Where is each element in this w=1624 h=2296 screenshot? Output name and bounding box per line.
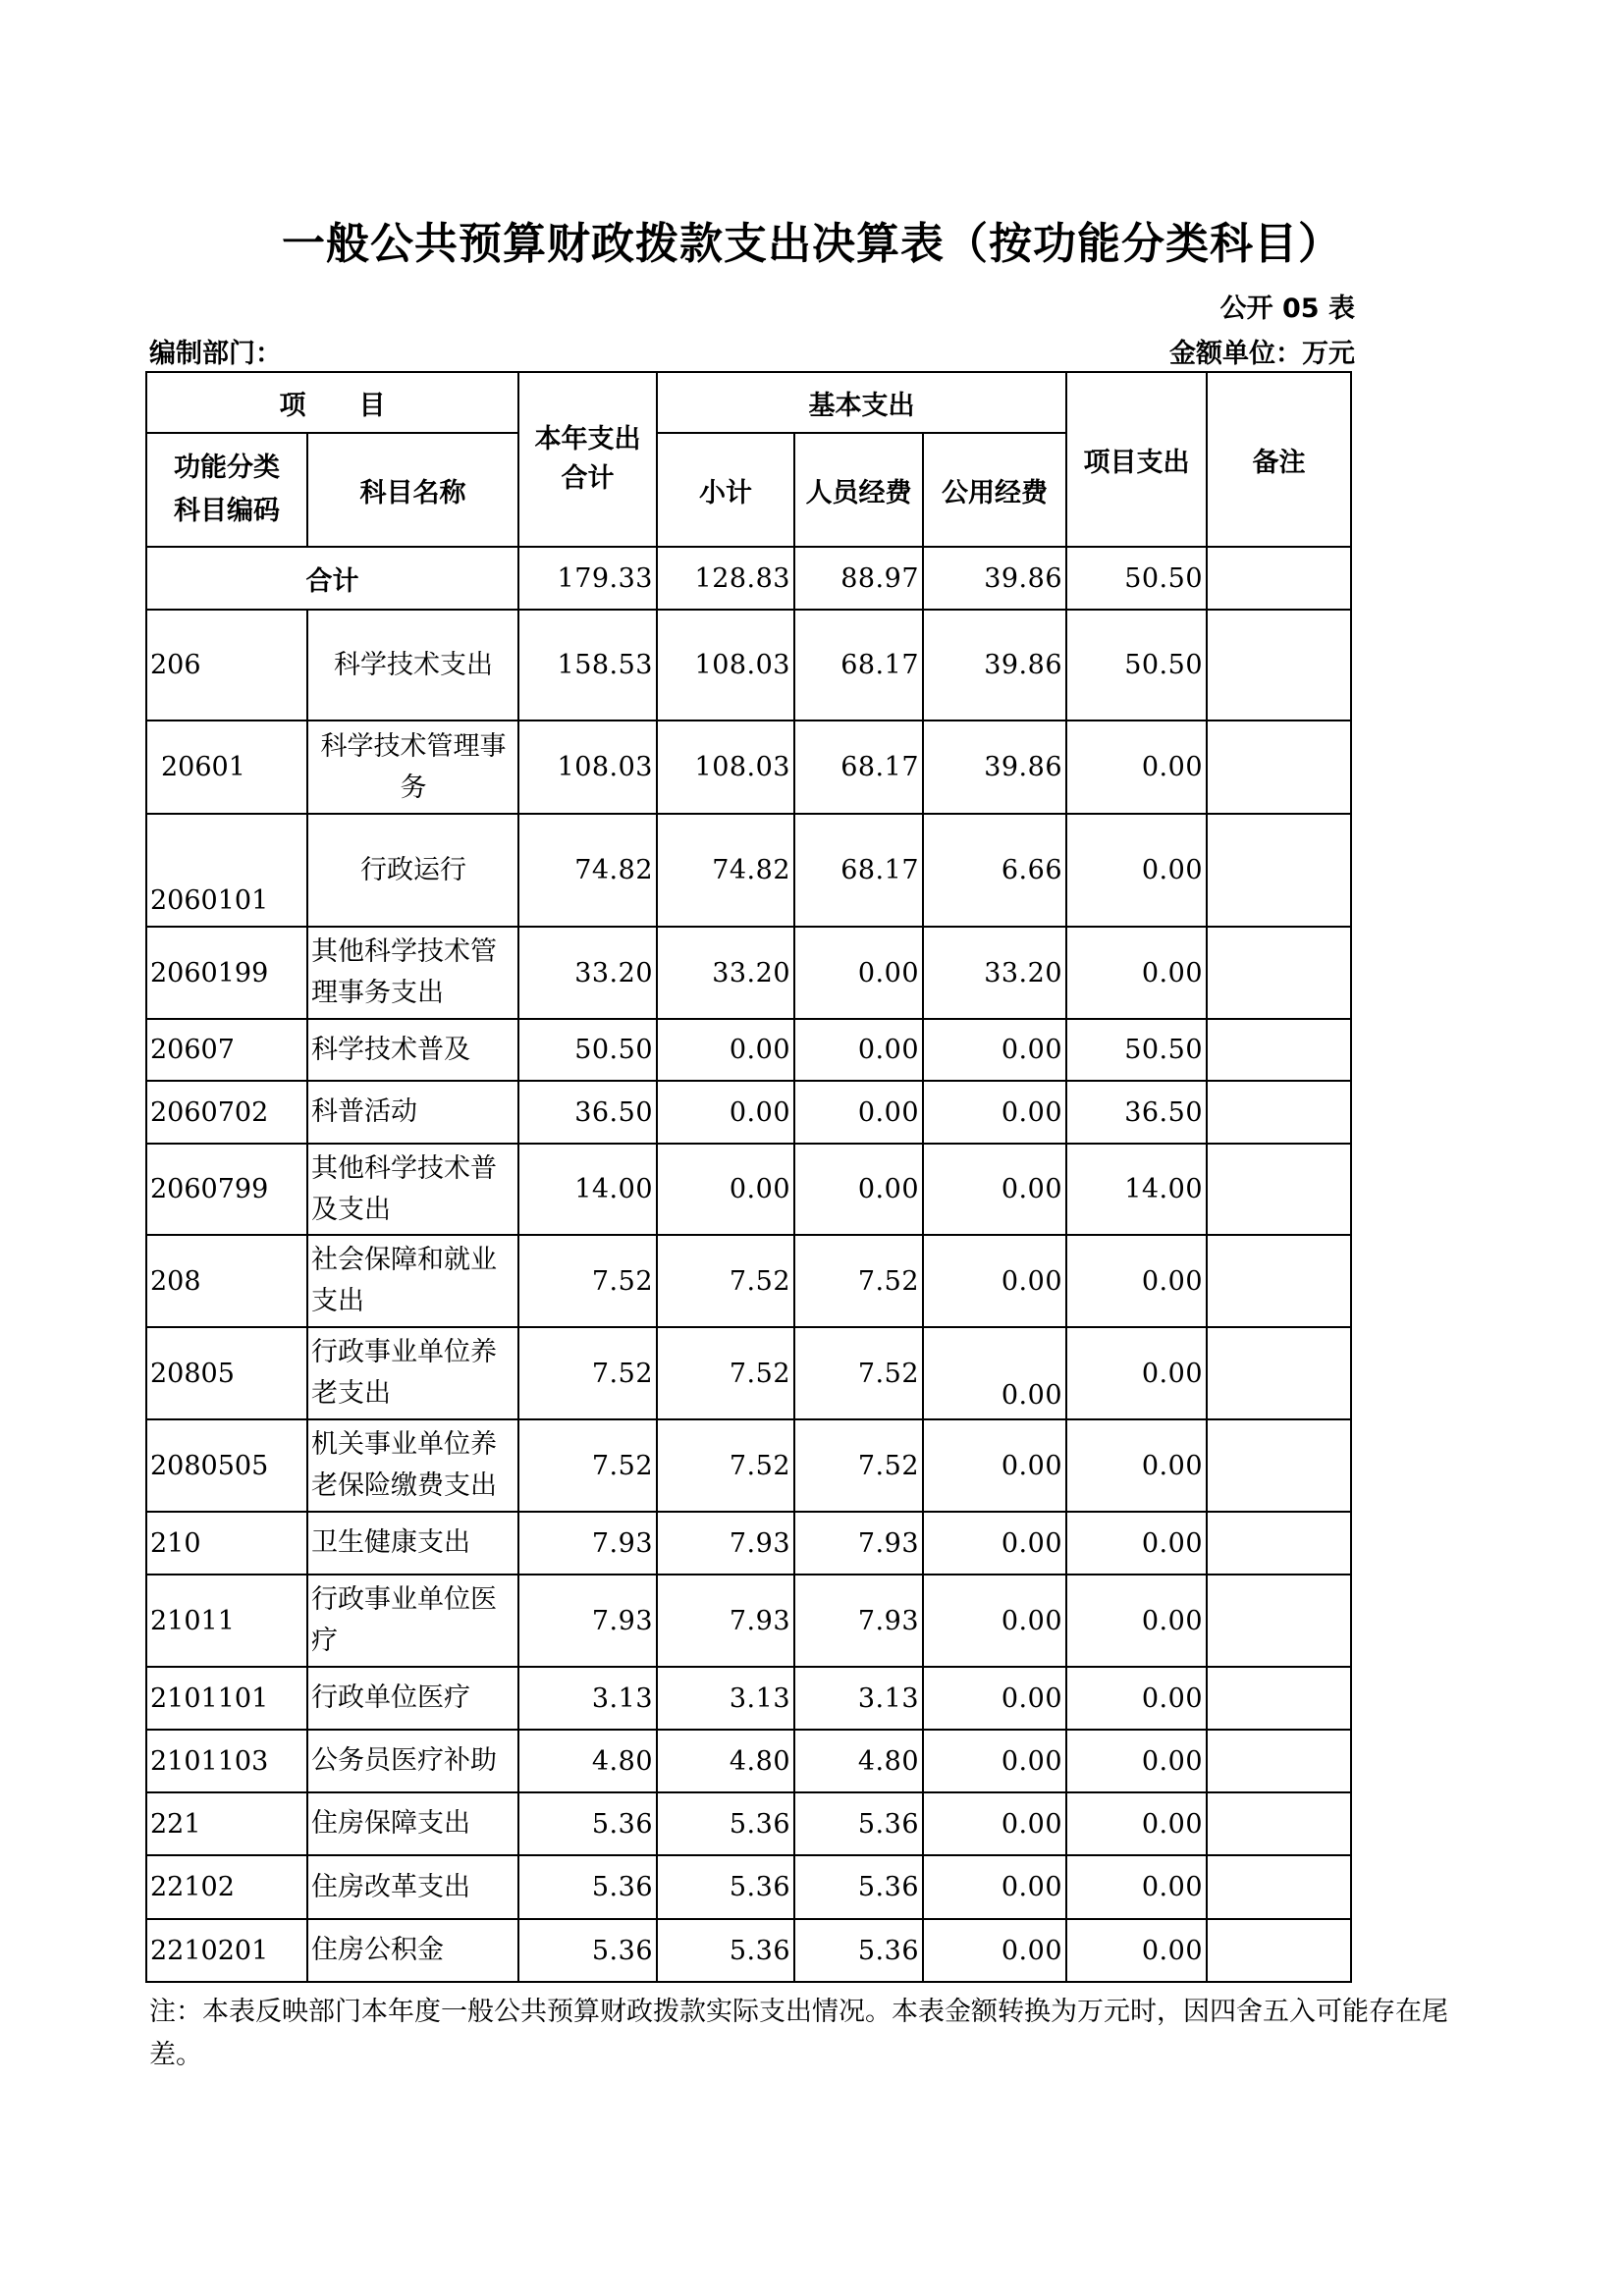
row-code: 2080505 xyxy=(146,1419,307,1512)
row-personnel: 5.36 xyxy=(794,1855,923,1919)
total-year-total: 179.33 xyxy=(518,547,657,610)
total-row xyxy=(146,547,1351,610)
row-name: 科普活动 xyxy=(307,1081,518,1144)
row-code: 2101101 xyxy=(146,1667,307,1730)
row-project: 50.50 xyxy=(1066,1019,1207,1081)
row-project: 36.50 xyxy=(1066,1081,1207,1144)
row-public: 0.00 xyxy=(923,1575,1066,1667)
row-code: 21011 xyxy=(146,1575,307,1667)
row-remark xyxy=(1207,1575,1351,1667)
row-remark xyxy=(1207,927,1351,1019)
row-name: 住房改革支出 xyxy=(307,1855,518,1919)
row-total: 7.52 xyxy=(518,1419,657,1512)
row-project: 0.00 xyxy=(1066,1919,1207,1982)
row-personnel: 5.36 xyxy=(794,1792,923,1855)
row-code: 2210201 xyxy=(146,1919,307,1982)
row-remark xyxy=(1207,1019,1351,1081)
row-public: 39.86 xyxy=(923,721,1066,814)
row-remark xyxy=(1207,1327,1351,1419)
row-name: 住房保障支出 xyxy=(307,1792,518,1855)
row-public: 0.00 xyxy=(923,1419,1066,1512)
row-personnel: 7.52 xyxy=(794,1327,923,1419)
table-row xyxy=(146,721,1351,814)
table-row xyxy=(146,1575,1351,1667)
row-project: 0.00 xyxy=(1066,1327,1207,1419)
table-row xyxy=(146,1081,1351,1144)
row-code: 2060101 xyxy=(146,814,307,927)
footnote: 注：本表反映部门本年度一般公共预算财政拨款实际支出情况。本表金额转换为万元时，因四舍五入可能存在尾差。 xyxy=(149,1997,1448,2070)
row-remark xyxy=(1207,1419,1351,1512)
row-subtotal: 3.13 xyxy=(657,1667,794,1730)
row-public: 0.00 xyxy=(923,1019,1066,1081)
row-public: 33.20 xyxy=(923,927,1066,1019)
row-project: 0.00 xyxy=(1066,1667,1207,1730)
row-code: 20607 xyxy=(146,1019,307,1081)
page-title: 一般公共预算财政拨款支出决算表（按功能分类科目） xyxy=(282,219,1342,269)
table-row xyxy=(146,1019,1351,1081)
row-subtotal: 5.36 xyxy=(657,1792,794,1855)
row-subtotal: 7.52 xyxy=(657,1235,794,1327)
row-public: 0.00 xyxy=(923,1144,1066,1235)
row-name: 行政运行 xyxy=(307,814,518,927)
row-name: 机关事业单位养老保险缴费支出 xyxy=(307,1419,518,1512)
table-row xyxy=(146,1512,1351,1575)
row-project: 14.00 xyxy=(1066,1144,1207,1235)
row-code: 2060199 xyxy=(146,927,307,1019)
row-project: 50.50 xyxy=(1066,610,1207,721)
row-subtotal: 4.80 xyxy=(657,1730,794,1792)
row-public: 0.00 xyxy=(923,1512,1066,1575)
row-subtotal: 108.03 xyxy=(657,610,794,721)
header-remark: 备注 xyxy=(1207,372,1351,547)
row-total: 3.13 xyxy=(518,1667,657,1730)
row-subtotal: 33.20 xyxy=(657,927,794,1019)
total-personnel: 88.97 xyxy=(794,547,923,610)
row-project: 0.00 xyxy=(1066,1792,1207,1855)
row-total: 74.82 xyxy=(518,814,657,927)
row-personnel: 0.00 xyxy=(794,1019,923,1081)
row-remark xyxy=(1207,1667,1351,1730)
row-name: 其他科学技术普及支出 xyxy=(307,1144,518,1235)
row-total: 7.93 xyxy=(518,1575,657,1667)
row-code: 22102 xyxy=(146,1855,307,1919)
table-row xyxy=(146,1855,1351,1919)
table-row xyxy=(146,1919,1351,1982)
header-public: 公用经费 xyxy=(923,433,1066,547)
row-remark xyxy=(1207,721,1351,814)
row-project: 0.00 xyxy=(1066,1855,1207,1919)
header-subject-name: 科目名称 xyxy=(307,433,518,547)
row-personnel: 7.52 xyxy=(794,1235,923,1327)
row-personnel: 68.17 xyxy=(794,721,923,814)
header-project: 项目支出 xyxy=(1066,372,1207,547)
row-name: 卫生健康支出 xyxy=(307,1512,518,1575)
row-remark xyxy=(1207,1081,1351,1144)
row-name: 行政单位医疗 xyxy=(307,1667,518,1730)
row-remark xyxy=(1207,1855,1351,1919)
table-row xyxy=(146,1327,1351,1419)
row-public: 0.00 xyxy=(923,1667,1066,1730)
table-row xyxy=(146,1144,1351,1235)
row-project: 0.00 xyxy=(1066,1419,1207,1512)
row-subtotal: 0.00 xyxy=(657,1144,794,1235)
row-personnel: 5.36 xyxy=(794,1919,923,1982)
header-year-total: 本年支出合计 xyxy=(518,372,657,547)
row-name: 社会保障和就业支出 xyxy=(307,1235,518,1327)
header-item: 项 目 xyxy=(146,372,518,433)
row-public: 0.00 xyxy=(923,1919,1066,1982)
table-row xyxy=(146,1667,1351,1730)
row-project: 0.00 xyxy=(1066,1235,1207,1327)
row-subtotal: 7.93 xyxy=(657,1512,794,1575)
row-name: 行政事业单位医疗 xyxy=(307,1575,518,1667)
header-subtotal: 小计 xyxy=(657,433,794,547)
row-code: 20805 xyxy=(146,1327,307,1419)
row-subtotal: 7.52 xyxy=(657,1419,794,1512)
row-total: 5.36 xyxy=(518,1919,657,1982)
row-code: 20601 xyxy=(146,721,307,814)
row-total: 36.50 xyxy=(518,1081,657,1144)
total-remark xyxy=(1207,547,1351,610)
row-code: 206 xyxy=(146,610,307,721)
row-public: 6.66 xyxy=(923,814,1066,927)
row-subtotal: 7.52 xyxy=(657,1327,794,1419)
row-subtotal: 74.82 xyxy=(657,814,794,927)
row-total: 5.36 xyxy=(518,1792,657,1855)
total-public: 39.86 xyxy=(923,547,1066,610)
total-label: 合计 xyxy=(146,547,518,610)
header-func-code: 功能分类科目编码 xyxy=(146,433,307,547)
row-subtotal: 5.36 xyxy=(657,1919,794,1982)
row-name: 公务员医疗补助 xyxy=(307,1730,518,1792)
row-subtotal: 5.36 xyxy=(657,1855,794,1919)
row-personnel: 0.00 xyxy=(794,1081,923,1144)
row-subtotal: 108.03 xyxy=(657,721,794,814)
row-total: 7.93 xyxy=(518,1512,657,1575)
row-code: 210 xyxy=(146,1512,307,1575)
row-code: 208 xyxy=(146,1235,307,1327)
header-personnel: 人员经费 xyxy=(794,433,923,547)
row-public: 0.00 xyxy=(923,1730,1066,1792)
row-name: 科学技术普及 xyxy=(307,1019,518,1081)
unit-label: 金额单位：万元 xyxy=(1169,339,1355,369)
row-name: 科学技术管理事务 xyxy=(307,721,518,814)
row-public: 0.00 xyxy=(923,1235,1066,1327)
row-subtotal: 7.93 xyxy=(657,1575,794,1667)
row-project: 0.00 xyxy=(1066,1730,1207,1792)
row-public: 0.00 xyxy=(923,1327,1066,1419)
row-total: 158.53 xyxy=(518,610,657,721)
row-subtotal: 0.00 xyxy=(657,1081,794,1144)
row-public: 0.00 xyxy=(923,1855,1066,1919)
row-project: 0.00 xyxy=(1066,721,1207,814)
row-total: 108.03 xyxy=(518,721,657,814)
row-name: 其他科学技术管理事务支出 xyxy=(307,927,518,1019)
row-project: 0.00 xyxy=(1066,1575,1207,1667)
row-public: 0.00 xyxy=(923,1792,1066,1855)
table-row xyxy=(146,927,1351,1019)
row-remark xyxy=(1207,1512,1351,1575)
row-name: 住房公积金 xyxy=(307,1919,518,1982)
row-remark xyxy=(1207,1792,1351,1855)
row-public: 0.00 xyxy=(923,1081,1066,1144)
row-personnel: 7.93 xyxy=(794,1512,923,1575)
row-public: 39.86 xyxy=(923,610,1066,721)
row-code: 2060702 xyxy=(146,1081,307,1144)
row-personnel: 68.17 xyxy=(794,610,923,721)
row-project: 0.00 xyxy=(1066,927,1207,1019)
table-row xyxy=(146,1419,1351,1512)
row-personnel: 7.93 xyxy=(794,1575,923,1667)
row-code: 2101103 xyxy=(146,1730,307,1792)
row-personnel: 0.00 xyxy=(794,1144,923,1235)
row-total: 14.00 xyxy=(518,1144,657,1235)
row-remark xyxy=(1207,1730,1351,1792)
row-code: 2060799 xyxy=(146,1144,307,1235)
row-remark xyxy=(1207,610,1351,721)
table-row xyxy=(146,1235,1351,1327)
row-remark xyxy=(1207,814,1351,927)
table-number: 公开 05 表 xyxy=(1219,294,1355,324)
row-name: 科学技术支出 xyxy=(307,610,518,721)
table-row xyxy=(146,1730,1351,1792)
table-row xyxy=(146,610,1351,721)
row-personnel: 0.00 xyxy=(794,927,923,1019)
row-project: 0.00 xyxy=(1066,1512,1207,1575)
row-personnel: 7.52 xyxy=(794,1419,923,1512)
expenditure-table xyxy=(145,371,1352,1983)
dept-label: 编制部门： xyxy=(149,339,282,369)
row-subtotal: 0.00 xyxy=(657,1019,794,1081)
table-row xyxy=(146,814,1351,927)
row-personnel: 68.17 xyxy=(794,814,923,927)
row-total: 7.52 xyxy=(518,1235,657,1327)
row-personnel: 3.13 xyxy=(794,1667,923,1730)
total-subtotal: 128.83 xyxy=(657,547,794,610)
row-total: 7.52 xyxy=(518,1327,657,1419)
row-remark xyxy=(1207,1235,1351,1327)
row-total: 5.36 xyxy=(518,1855,657,1919)
table-row xyxy=(146,1792,1351,1855)
row-total: 50.50 xyxy=(518,1019,657,1081)
row-code: 221 xyxy=(146,1792,307,1855)
row-remark xyxy=(1207,1919,1351,1982)
header-basic: 基本支出 xyxy=(657,372,1066,433)
row-name: 行政事业单位养老支出 xyxy=(307,1327,518,1419)
row-total: 33.20 xyxy=(518,927,657,1019)
row-remark xyxy=(1207,1144,1351,1235)
total-project: 50.50 xyxy=(1066,547,1207,610)
row-personnel: 4.80 xyxy=(794,1730,923,1792)
row-project: 0.00 xyxy=(1066,814,1207,927)
row-total: 4.80 xyxy=(518,1730,657,1792)
